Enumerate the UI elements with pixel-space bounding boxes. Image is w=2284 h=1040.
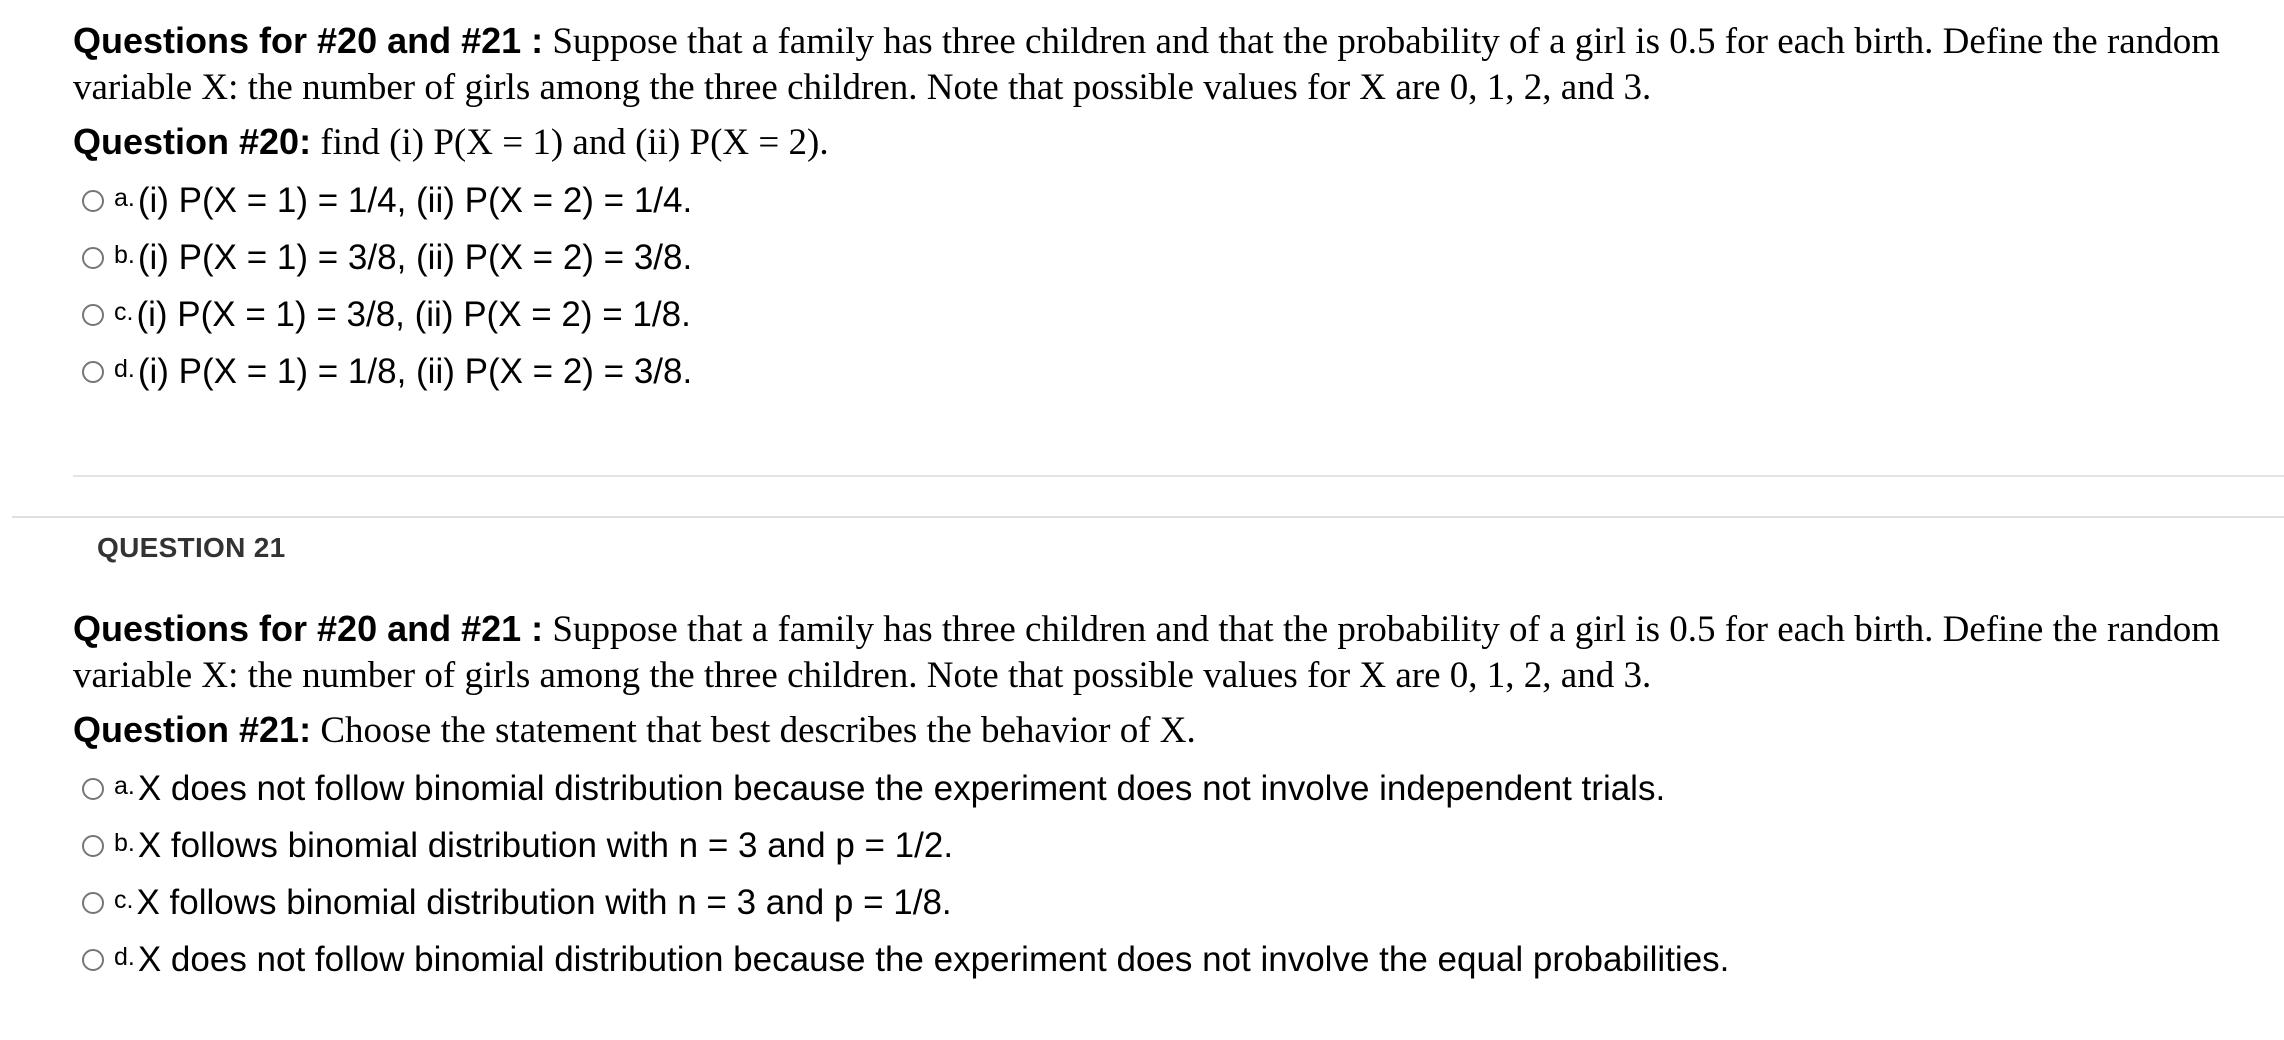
option-label[interactable]: X follows binomial distribution with n = 3 and p = 1/2. <box>137 825 954 865</box>
radio-button[interactable] <box>82 304 104 326</box>
radio-button[interactable] <box>82 949 104 971</box>
radio-button[interactable] <box>82 892 104 914</box>
radio-button[interactable] <box>82 247 104 269</box>
question-21-options <box>73 760 2223 988</box>
question-text: find (i) P(X = 1) and (ii) P(X = 2). <box>311 122 829 163</box>
option-label[interactable]: (i) P(X = 1) = 1/8, (ii) P(X = 2) = 3/8. <box>137 351 693 391</box>
option-b[interactable] <box>82 817 2223 874</box>
radio-button[interactable] <box>82 835 104 857</box>
question-lead: Question #21: <box>73 709 312 750</box>
option-b[interactable] <box>82 229 2223 286</box>
option-d[interactable] <box>82 931 2223 988</box>
option-label[interactable]: X does not follow binomial distribution because the experiment does not involve independent trials. <box>137 768 1666 808</box>
radio-button[interactable] <box>82 190 104 212</box>
intro-lead: Questions for #20 and #21 : <box>73 608 544 649</box>
option-label[interactable]: (i) P(X = 1) = 3/8, (ii) P(X = 2) = 1/8. <box>136 294 691 334</box>
intro-lead: Questions for #20 and #21 : <box>73 20 544 61</box>
option-letter: b. <box>114 829 135 857</box>
question-20-prompt <box>73 119 2223 166</box>
option-d[interactable] <box>82 343 2223 400</box>
question-lead: Question #20: <box>73 121 312 162</box>
section-divider <box>12 516 2284 518</box>
divider <box>73 475 2284 477</box>
question-20-options <box>73 172 2223 400</box>
option-letter: b. <box>114 241 135 269</box>
question-21-block <box>73 606 2223 988</box>
option-label[interactable]: X does not follow binomial distribution because the experiment does not involve the equal probabilities. <box>137 939 1730 979</box>
question-21-heading: QUESTION 21 <box>97 532 286 563</box>
option-letter: c. <box>114 886 134 914</box>
option-letter: d. <box>114 943 135 971</box>
question-20-intro <box>73 18 2223 111</box>
option-c[interactable] <box>82 874 2223 931</box>
option-label[interactable]: X follows binomial distribution with n = 3 and p = 1/8. <box>136 882 952 922</box>
question-text: Choose the statement that best describes the behavior of X. <box>311 710 1196 751</box>
option-a[interactable] <box>82 760 2223 817</box>
question-20-block <box>73 18 2223 400</box>
option-letter: d. <box>114 355 135 383</box>
option-letter: a. <box>114 184 135 212</box>
radio-button[interactable] <box>82 778 104 800</box>
option-letter: c. <box>114 298 134 326</box>
option-letter: a. <box>114 772 135 800</box>
option-label[interactable]: (i) P(X = 1) = 3/8, (ii) P(X = 2) = 3/8. <box>137 237 693 277</box>
option-label[interactable]: (i) P(X = 1) = 1/4, (ii) P(X = 2) = 1/4. <box>137 180 693 220</box>
option-a[interactable] <box>82 172 2223 229</box>
intro-text: Suppose that a family has three children and that the probability of a girl is 0.5 for each birth. Define the random variable X: the number of girls among the three children. Note that possible values for X are 0, 1, 2, and 3. <box>73 21 2220 108</box>
option-c[interactable] <box>82 286 2223 343</box>
intro-text: Suppose that a family has three children and that the probability of a girl is 0.5 for each birth. Define the random variable X: the number of girls among the three children. Note that possible values for X are 0, 1, 2, and 3. <box>73 609 2220 696</box>
question-21-prompt <box>73 707 2223 754</box>
question-21-intro <box>73 606 2223 699</box>
radio-button[interactable] <box>82 361 104 383</box>
